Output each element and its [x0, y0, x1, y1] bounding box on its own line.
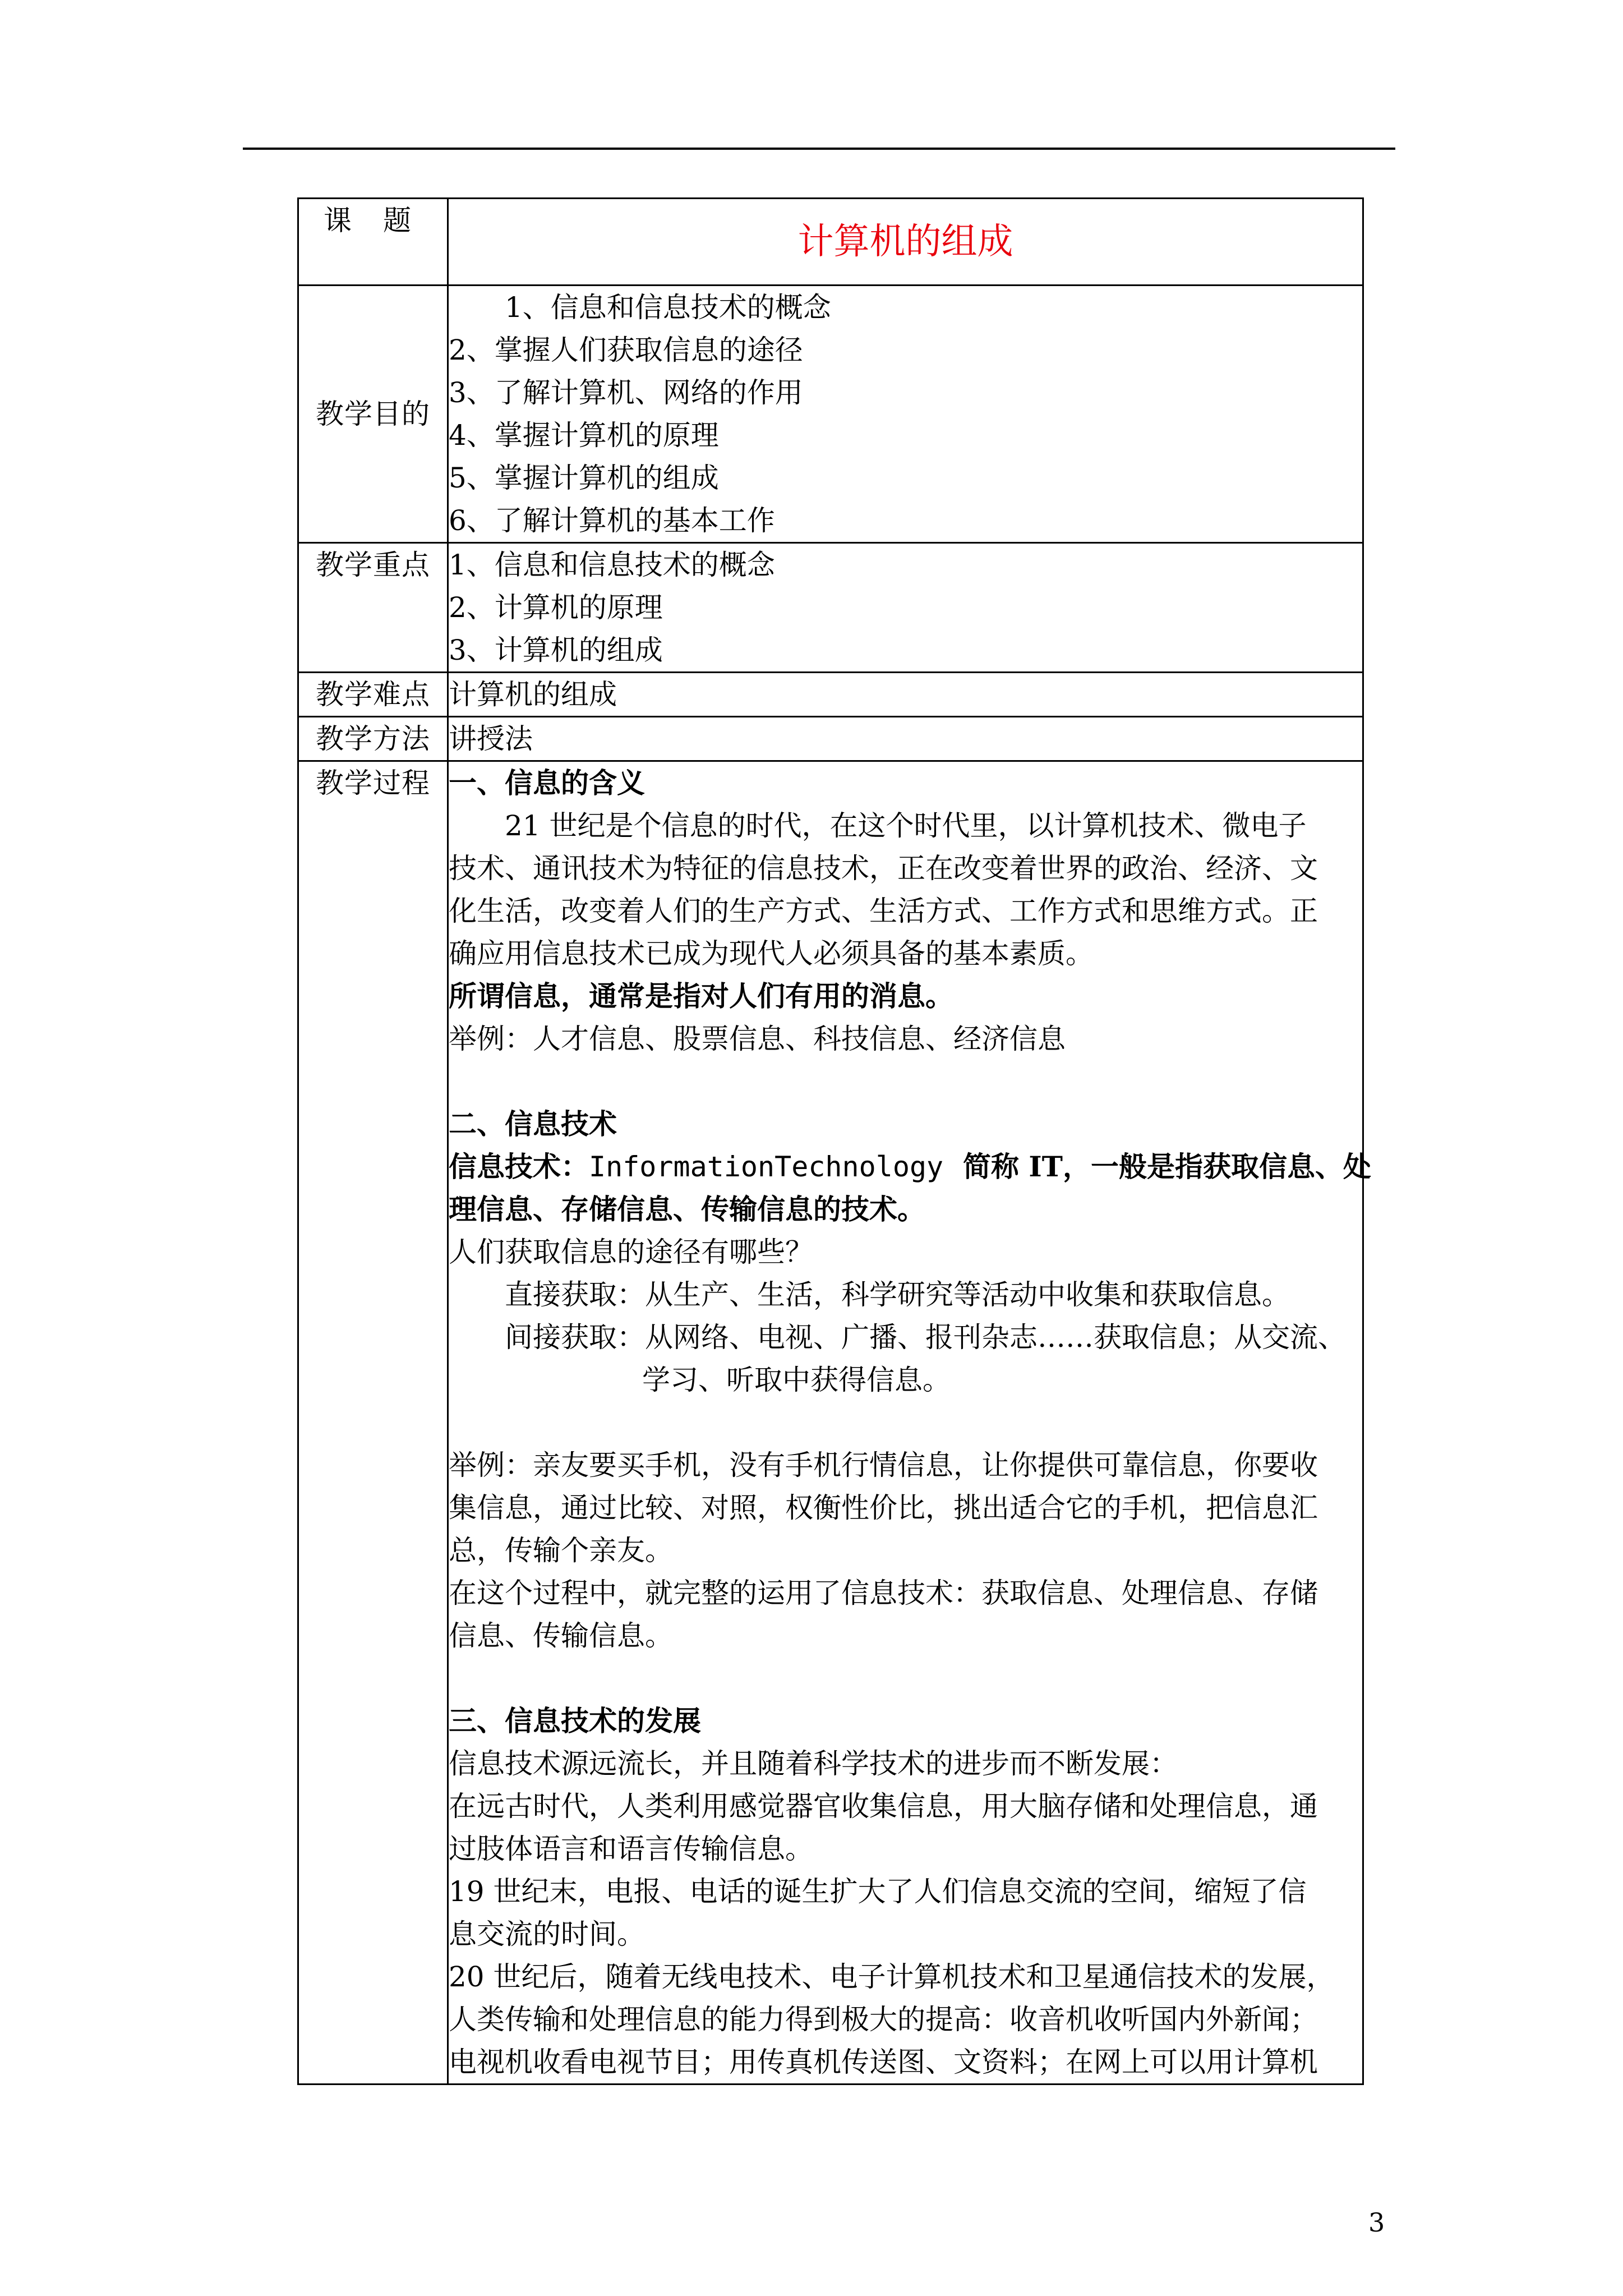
objective-item: 2、掌握人们获取信息的途径: [449, 334, 803, 366]
definition-line: 理信息、存储信息、传输信息的技术。: [449, 1193, 925, 1226]
paragraph-line: 信息技术源远流长，并且随着科学技术的进步而不断发展：: [449, 1747, 1178, 1780]
difficulty-row: [298, 673, 1363, 717]
paragraph-line: 技术、通讯技术为特征的信息技术，正在改变着世界的政治、经济、文: [449, 852, 1318, 885]
objectives-row: [298, 286, 1363, 543]
summary-line: 在这个过程中，就完整的运用了信息技术：获取信息、处理信息、存储: [449, 1577, 1318, 1609]
definition-line: 所谓信息，通常是指对人们有用的消息。: [449, 979, 953, 1013]
lesson-plan-table: [297, 197, 1371, 2085]
paragraph-line: 息交流的时间。: [449, 1918, 645, 1950]
method-label: 教学方法: [298, 717, 448, 761]
process-row: [298, 761, 1363, 2085]
definition-line: [449, 1145, 1371, 1188]
method-content: 讲授法: [448, 717, 1363, 761]
page-number: 3: [1368, 2207, 1385, 2238]
blank-line: [449, 1401, 1362, 1444]
direct-acquisition-line: 直接获取：从生产、生活，科学研究等活动中收集和获取信息。: [505, 1278, 1290, 1311]
objectives-label: 教学目的: [298, 286, 448, 543]
title-label-cell: [298, 199, 448, 286]
objective-item: 6、了解计算机的基本工作: [449, 504, 775, 537]
header-rule: [243, 148, 1395, 150]
objective-item: 1、信息和信息技术的概念: [505, 291, 831, 324]
key-point-item: 3、计算机的组成: [449, 634, 663, 666]
key-point-item: 2、计算机的原理: [449, 591, 663, 624]
section-heading: 二、信息技术: [449, 1107, 617, 1140]
section-heading: 三、信息技术的发展: [449, 1704, 701, 1737]
difficulty-content: 计算机的组成: [448, 673, 1363, 717]
paragraph-line: 19 世纪末，电报、电话的诞生扩大了人们信息交流的空间，缩短了信: [449, 1875, 1307, 1908]
example-line: 举例：人才信息、股票信息、科技信息、经济信息: [449, 1023, 1066, 1055]
paragraph-line: 在远古时代，人类利用感觉器官收集信息，用大脑存储和处理信息，通: [449, 1790, 1318, 1823]
paragraph-line: 化生活，改变着人们的生产方式、生活方式、工作方式和思维方式。正: [449, 895, 1318, 927]
key-point-item: 1、信息和信息技术的概念: [449, 549, 775, 581]
objective-item: 5、掌握计算机的组成: [449, 462, 719, 494]
blank-line: [449, 1060, 1362, 1103]
objective-item: 3、了解计算机、网络的作用: [449, 376, 803, 409]
definition-prefix: 信息技术：: [449, 1150, 589, 1183]
lesson-title: 计算机的组成: [448, 199, 1363, 286]
paragraph-line: 21 世纪是个信息的时代，在这个时代里，以计算机技术、微电子: [505, 809, 1307, 842]
key-points-content: [448, 543, 1363, 673]
indirect-acquisition-line: 学习、听取中获得信息。: [642, 1364, 951, 1396]
paragraph-line: 确应用信息技术已成为现代人必须具备的基本素质。: [449, 937, 1094, 970]
method-row: [298, 717, 1363, 761]
example-line: 集信息，通过比较、对照，权衡性价比，挑出适合它的手机，把信息汇: [449, 1492, 1318, 1524]
definition-term: InformationTechnology: [589, 1151, 944, 1183]
definition-rest: 简称 IT，一般是指获取信息、处: [943, 1150, 1371, 1183]
paragraph-line: 人类传输和处理信息的能力得到极大的提高：收音机收听国内外新闻；: [449, 2003, 1318, 2036]
objective-item: 4、掌握计算机的原理: [449, 419, 719, 452]
process-label: 教学过程: [298, 761, 448, 2085]
example-line: 总，传输个亲友。: [449, 1534, 673, 1567]
difficulty-label: 教学难点: [298, 673, 448, 717]
paragraph-line: 电视机收看电视节目；用传真机传送图、文资料；在网上可以用计算机: [449, 2046, 1318, 2078]
title-row: [298, 199, 1363, 286]
key-points-label: 教学重点: [298, 543, 448, 673]
process-content: [448, 761, 1371, 2085]
paragraph-line: 过肢体语言和语言传输信息。: [449, 1833, 813, 1865]
blank-line: [449, 1657, 1362, 1700]
objectives-content: [448, 286, 1363, 543]
title-label: 课 题: [324, 204, 422, 237]
example-line: 举例：亲友要买手机，没有手机行情信息，让你提供可靠信息，你要收: [449, 1449, 1318, 1481]
key-points-row: [298, 543, 1363, 673]
indirect-acquisition-line: 间接获取：从网络、电视、广播、报刊杂志……获取信息；从交流、: [505, 1321, 1346, 1354]
question-line: 人们获取信息的途径有哪些？: [449, 1236, 813, 1268]
summary-line: 信息、传输信息。: [449, 1619, 673, 1652]
paragraph-line: 20 世纪后，随着无线电技术、电子计算机技术和卫星通信技术的发展，: [449, 1961, 1335, 1993]
section-heading: 一、信息的含义: [449, 766, 645, 799]
